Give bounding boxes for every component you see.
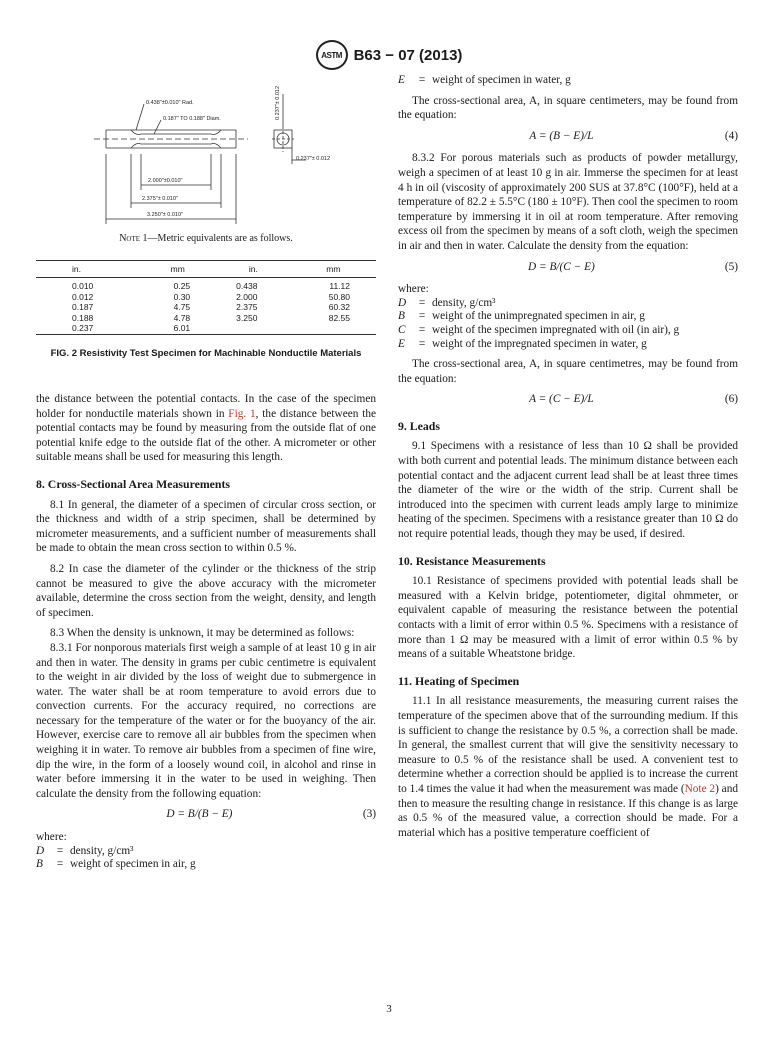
- column-header: in.: [36, 261, 139, 278]
- metric-conversion-table: [36, 260, 376, 335]
- equation-4: A = (B − E)/L (4): [529, 129, 738, 142]
- label-side-dim: 0.237"± 0.012: [296, 156, 331, 162]
- paragraph-8-2: 8.2 In case the diameter of the cylinder or the thickness of the strip cannot be measured to give the above accuracy with the micrometer available, determine the cross section from the weight, density, and length of specimen.: [36, 562, 376, 619]
- definition-row: B = weight of specimen in air, g: [36, 858, 196, 871]
- where-label: where:: [398, 283, 429, 296]
- definition-row: D = density, g/cm³: [398, 296, 496, 309]
- page-number: 3: [386, 1003, 392, 1015]
- table-row: 0.188 4.78 3.250 82.55: [72, 312, 350, 323]
- right-column: [398, 74, 738, 846]
- label-radius: 0.438"±0.010" Rad.: [146, 100, 194, 106]
- definition-row: E = weight of specimen in water, g: [398, 74, 571, 86]
- specimen-drawing: [36, 74, 376, 224]
- paragraph-area-1: The cross-sectional area, A, in square centimeters, may be found from the equation:: [398, 94, 738, 122]
- column-header: mm: [139, 261, 216, 278]
- table-row: 0.012 0.30 2.000 50.80: [72, 291, 350, 302]
- paragraph: the distance between the potential contacts. In the case of the specimen holder for nonductile materials shown in Fig. 1, the distance between the potential contacts may be found by measuring from the outside flat of one potential knife edge to the outside flat of the other. A micrometer or other suitable means shall be used for measuring this length.: [36, 393, 376, 464]
- left-column: [36, 392, 376, 872]
- definition-row: C = weight of the specimen impregnated with oil (in air), g: [398, 323, 680, 336]
- table-row: 0.237 6.01: [36, 323, 376, 334]
- page-header: [0, 40, 778, 70]
- column-header: in.: [216, 261, 291, 278]
- paragraph-8-3-1: 8.3.1 For nonporous materials first weigh a sample of at least 10 g in air and then in water. The density in grams per cubic centimetre is equivalent to the weight in air divided by the loss of weight due to submergence in water. The water shall be at room temperature to avoid errors due to convection currents. For the accuracy required, no corrections are necessary for the temperature of the water or for the buoyancy of the air. However, exercise care to remove all air bubbles from the specimen when weighing it in water. To remove air bubbles from a specimen of fine wire, dip the wire, in the form of a loosely wound coil, in alcohol and rinse in water before immersing it in the water to be used in weighing. Then calculate the density from the following equation:: [36, 641, 376, 800]
- figure-caption: FIG. 2 Resistivity Test Specimen for Machinable Nonductile Materials: [50, 348, 362, 359]
- paragraph-8-3: 8.3 When the density is unknown, it may be determined as follows:: [50, 627, 355, 640]
- document-designation: B63 − 07 (2013): [353, 46, 463, 64]
- label-vertical-dim: 0.237"± 0.012: [275, 85, 281, 120]
- definition-row: E = weight of the impregnated specimen in water, g: [398, 337, 647, 350]
- figure-2: [36, 74, 376, 244]
- section-11-heading: 11. Heating of Specimen: [398, 673, 520, 688]
- label-3250: 3.250"± 0.010": [147, 212, 183, 218]
- astm-logo-icon: ASTM: [316, 40, 348, 70]
- equation-6: A = (C − E)/L (6): [529, 393, 738, 406]
- section-10-heading: 10. Resistance Measurements: [398, 553, 546, 568]
- label-2000: 2.000"±0.010": [148, 178, 183, 184]
- section-8-heading: 8. Cross-Sectional Area Measurements: [36, 476, 230, 491]
- paragraph-8-3-2: 8.3.2 For porous materials such as products of powder metallurgy, weigh a specimen of at least 10 g in air. Immerse the specimen for at least 4 h in oil (viscosity of approximately 200 SUS at 37.8°C (100°F), held at a temperature of 82.2 ± 5.5°C (180 ± 10°F). Then cool the specimen to room temperature by immersing it in oil at room temperature. After removing excess oil from the specimen by means of a soft cloth, weigh the specimen in air and then in water. Calculate the density from the equation:: [398, 152, 738, 252]
- figure-note: Note 1—Metric equivalents are as follows.: [119, 233, 293, 244]
- paragraph-9-1: 9.1 Specimens with a resistance of less than 10 Ω shall be provided with both current and potential leads. The minimum distance between each potential contact and the adjacent current lead shall be at least three times the diameter of the wire or the width of the strip. Current shall be introduced into the specimen with current leads amply large to minimize heating of the specimen. Specimens with a resistance greater than 10 Ω do not require potential leads, though they may be used, if desired.: [398, 440, 738, 541]
- column-header: mm: [291, 261, 376, 278]
- section-9-heading: 9. Leads: [398, 418, 440, 433]
- label-2375: 2.375"± 0.010": [142, 196, 178, 202]
- equation-3: D = B/(B − E) (3): [166, 808, 376, 821]
- table-header-row: [36, 261, 376, 278]
- fig-1-link[interactable]: Fig. 1: [228, 407, 256, 420]
- table-row: 0.010 0.25 0.438 11.12: [72, 281, 350, 291]
- paragraph-area-2: The cross-sectional area, A, in square centimetres, may be found from the equation:: [398, 358, 738, 385]
- definition-row: B = weight of the unimpregnated specimen in air, g: [398, 310, 645, 323]
- label-diameter: 0.187" TO 0.188" Diam.: [163, 116, 221, 122]
- paragraph-10-1: 10.1 Resistance of specimens provided with potential leads shall be measured with a Kelvin bridge, potentiometer, digital ohmmeter, or equivalent capable of measuring the resistance between the potential contacts with a limit of error within 0.5 %. Specimens with a resistance of more than 1 Ω may be measured with a limit of error within 0.5 % by means of a suitable Wheatstone bridge.: [398, 575, 738, 661]
- note-2-link[interactable]: Note 2: [684, 782, 716, 795]
- table-row: 0.187 4.75 2.375 60.32: [72, 302, 350, 312]
- definition-row: D = density, g/cm³: [36, 844, 134, 857]
- paragraph-8-1: 8.1 In general, the diameter of a specimen of circular cross section, or the thickness and width of a strip specimen, shall be determined by micrometer measurements, and a sufficient number of measurements shall be made to obtain the mean cross section to within 0.5 %.: [36, 498, 376, 555]
- where-label: where:: [36, 831, 67, 844]
- equation-5: D = B/(C − E) (5): [528, 260, 738, 273]
- paragraph-11-1: 11.1 In all resistance measurements, the measuring current raises the temperature of the specimen above that of the surrounding medium. If this is sufficient to change the resistance by 0.5 %, a correction shall be made. In general, the smallest current that will give the sensitivity necessary to measure to 0.5 % of the resistance shall be used. A convenient test to determine whether a correction should be applied is to increase the current to 1.4 times the value it had when the measurement was made (Note 2) and then to measure the resulting change in resistance. If this change is as large as 0.5 % of the measured value, a correction should be made. For a material which has a positive temperature coefficient of: [398, 695, 738, 839]
